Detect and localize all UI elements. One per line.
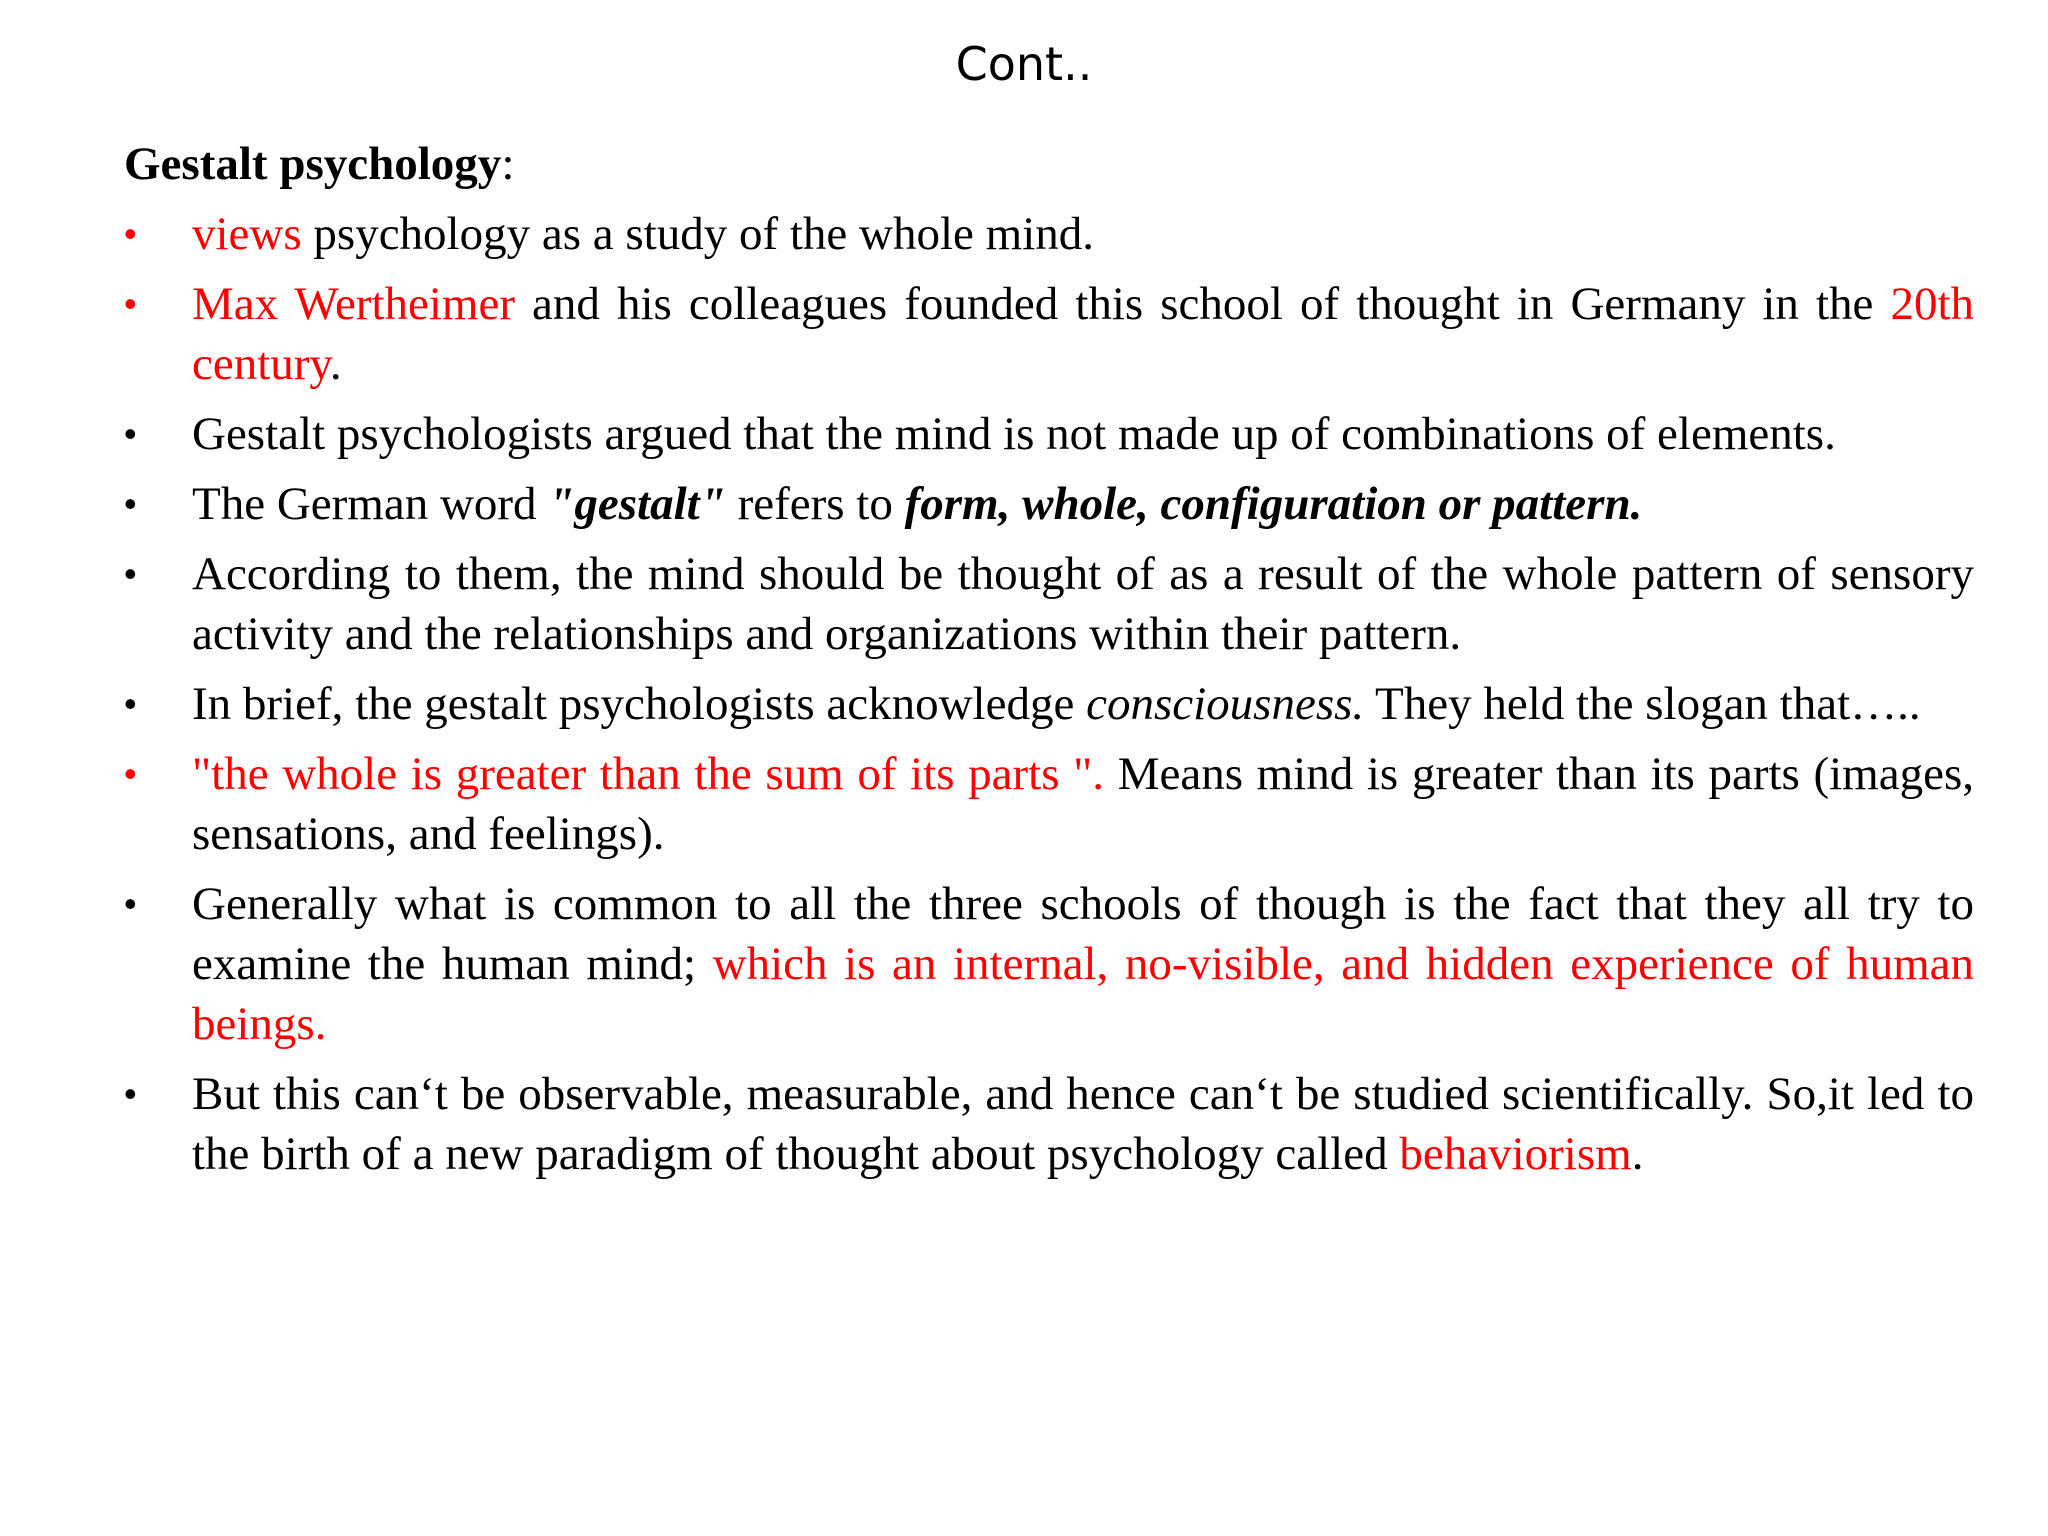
bullet-text-segment: The German word [192,478,549,530]
bullet-text-segment: In brief, the gestalt psychologists acknowledge [192,678,1087,730]
bullet-dot-icon: • [124,413,137,454]
bullet-text-segment: behaviorism [1399,1128,1632,1180]
bullet-text-segment: consciousness. [1086,678,1365,730]
bullet-dot-icon: • [124,213,137,254]
bullet-text-segment: "the whole is greater than the sum of its parts ". [192,748,1105,800]
bullet-text-segment: They held the slogan that….. [1364,678,1921,730]
bullet-item [124,404,1974,464]
bullet-text-segment: refers to [725,478,905,530]
bullet-item [124,274,1974,394]
bullet-text-segment: and his colleagues founded this school of thought in Germany in the [515,278,1891,330]
bullet-text-segment: which is an internal, no-visible, and hidden experience of human beings. [192,938,1974,1050]
slide-title: Cont.. [955,37,1093,91]
bullet-dot-icon: • [124,683,137,724]
bullet-text-segment: Generally what is common to all the three schools of though is the fact that they all try to examine the human mind; [192,878,1974,990]
bullet-text-segment: Means mind is greater than its parts (images, sensations, and feelings). [192,748,1974,860]
bullet-text-segment: psychology as a study of the whole mind. [301,208,1095,260]
slide-body [124,134,1974,1194]
bullet-text-segment: form, whole, configuration or pattern. [904,478,1643,530]
bullet-text-segment: Gestalt psychologists argued that the mind is not made up of combinations of elements. [192,408,1836,460]
bullet-text-segment: views [192,208,302,260]
bullet-text-segment: . [1631,1128,1644,1180]
bullet-text-segment: "gestalt" [548,478,726,530]
bullet-dot-icon: • [124,283,137,324]
section-heading-colon: : [501,138,515,190]
bullet-text-segment: Max Wertheimer [192,278,516,330]
bullet-text-segment: 20th century [192,278,1974,390]
section-heading-text: Gestalt psychology [124,138,502,190]
bullet-item [124,874,1974,1054]
bullet-text-segment: According to them, the mind should be thought of as a result of the whole pattern of sensory activity and the relationships and organizations within their pattern. [192,548,1974,660]
bullet-item [124,204,1974,264]
bullet-dot-icon: • [124,883,137,924]
section-heading [124,134,1974,194]
bullet-dot-icon: • [124,1073,137,1114]
bullet-item [124,544,1974,664]
bullet-item [124,674,1974,734]
bullet-list [124,204,1974,1184]
bullet-item [124,744,1974,864]
bullet-dot-icon: • [124,553,137,594]
bullet-text-segment: . [329,338,342,390]
bullet-item [124,1064,1974,1184]
bullet-dot-icon: • [124,753,137,794]
bullet-dot-icon: • [124,483,137,524]
bullet-item [124,474,1974,534]
bullet-text-segment: But this can‘t be observable, measurable, and hence can‘t be studied scientifically. So,it led to the birth of a new paradigm of thought about psychology called [192,1068,1974,1180]
